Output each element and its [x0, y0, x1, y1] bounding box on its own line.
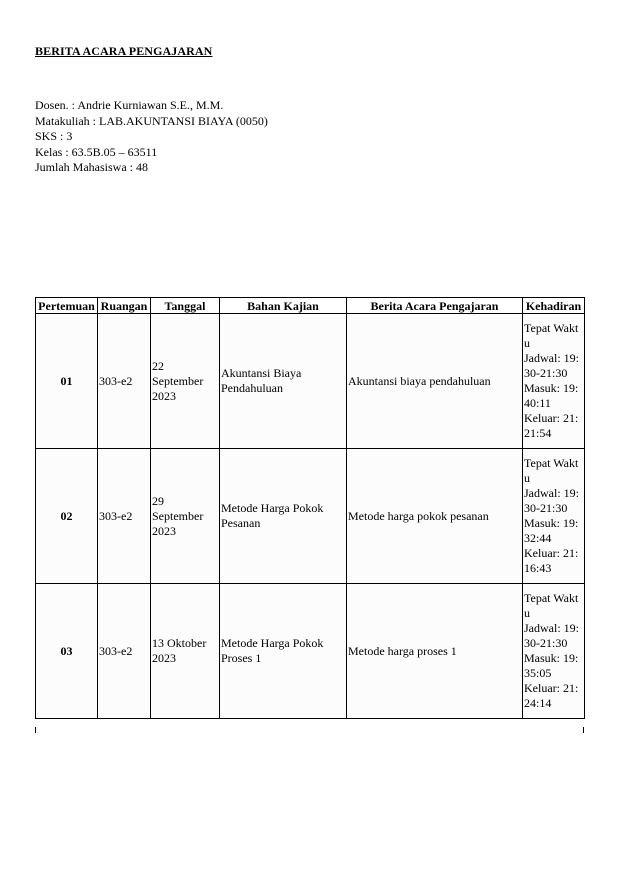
kehadiran-cell — [523, 584, 585, 719]
bahan-kajian-cell: Metode Harga Pokok Proses 1 — [220, 584, 347, 719]
teaching-record-table — [35, 297, 585, 719]
credits-line: SKS : 3 — [35, 129, 73, 143]
table-header-row — [36, 298, 585, 314]
kehadiran-status: Tepat Waktu — [524, 591, 579, 620]
page-title: BERITA ACARA PENGAJARAN — [35, 44, 213, 58]
ruangan-cell: 303-e2 — [98, 314, 151, 449]
ruangan-cell: 303-e2 — [98, 584, 151, 719]
course-line: Matakuliah : LAB.AKUNTANSI BIAYA (0050) — [35, 113, 268, 128]
header-tanggal: Tanggal — [151, 298, 220, 314]
berita-acara-cell: Metode harga proses 1 — [347, 584, 523, 719]
pertemuan-cell: 02 — [36, 449, 98, 584]
table-row — [36, 314, 585, 449]
berita-acara-cell: Akuntansi biaya pendahuluan — [347, 314, 523, 449]
table-row — [36, 449, 585, 584]
kehadiran-masuk: Masuk: 19:40:11 — [524, 381, 579, 410]
header-kehadiran: Kehadiran — [523, 298, 585, 314]
kehadiran-status: Tepat Waktu — [524, 321, 579, 350]
table-continuation-edge — [35, 727, 584, 733]
class-line: Kelas : 63.5B.05 – 63511 — [35, 144, 158, 159]
kehadiran-masuk: Masuk: 19:35:05 — [524, 651, 579, 680]
table-row — [36, 584, 585, 719]
kehadiran-keluar: Keluar: 21:21:54 — [524, 411, 579, 440]
tanggal-cell: 29 September 2023 — [151, 449, 220, 584]
header-bahan-kajian: Bahan Kajian — [220, 298, 347, 314]
header-pertemuan: Pertemuan — [36, 298, 98, 314]
bahan-kajian-cell: Metode Harga Pokok Pesanan — [220, 449, 347, 584]
ruangan-cell: 303-e2 — [98, 449, 151, 584]
tanggal-cell: 22 September 2023 — [151, 314, 220, 449]
kehadiran-cell — [523, 449, 585, 584]
kehadiran-masuk: Masuk: 19:32:44 — [524, 516, 579, 545]
bahan-kajian-cell: Akuntansi Biaya Pendahuluan — [220, 314, 347, 449]
kehadiran-jadwal: Jadwal: 19:30-21:30 — [524, 351, 579, 380]
kehadiran-jadwal: Jadwal: 19:30-21:30 — [524, 621, 579, 650]
kehadiran-jadwal: Jadwal: 19:30-21:30 — [524, 486, 579, 515]
header-ruangan: Ruangan — [98, 298, 151, 314]
student-count-line: Jumlah Mahasiswa : 48 — [35, 160, 148, 174]
kehadiran-status: Tepat Waktu — [524, 456, 579, 485]
kehadiran-keluar: Keluar: 21:16:43 — [524, 546, 579, 575]
kehadiran-keluar: Keluar: 21:24:14 — [524, 681, 579, 710]
kehadiran-cell — [523, 314, 585, 449]
lecturer-line: Dosen. : Andrie Kurniawan S.E., M.M. — [35, 98, 224, 112]
tanggal-cell: 13 Oktober 2023 — [151, 584, 220, 719]
header-berita-acara: Berita Acara Pengajaran — [347, 298, 523, 314]
pertemuan-cell: 01 — [36, 314, 98, 449]
berita-acara-cell: Metode harga pokok pesanan — [347, 449, 523, 584]
course-info — [35, 98, 268, 176]
pertemuan-cell: 03 — [36, 584, 98, 719]
